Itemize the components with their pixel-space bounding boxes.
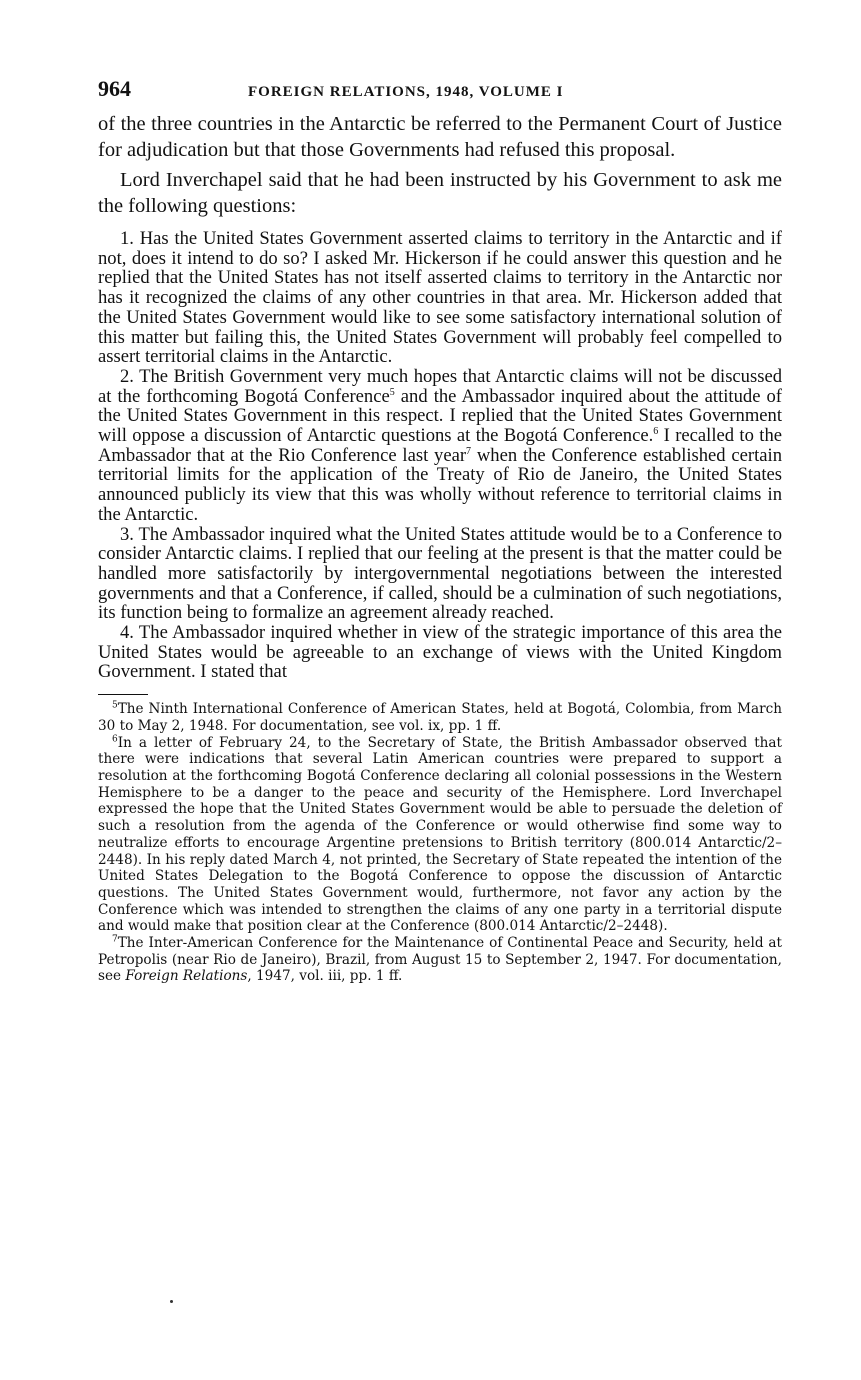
paragraph-continuation: of the three countries in the Antarctic be referred to the Permanent Court of Justice for adjudication but that those Governments had refused this proposal. — [98, 113, 782, 161]
page-number: 964 — [98, 76, 131, 101]
footnote-7-mark: 7 — [112, 934, 118, 945]
footnote-7-text-a: The Inter-American Conference for the Maintenance of Continental Peace and Security, held at Petropolis (near Rio de Janeiro), Brazil, from August 15 to September 2, 1947. For documentation, see — [98, 935, 782, 985]
question-3: 3. The Ambassador inquired what the United States attitude would be to a Conference to consider Antarctic claims. I replied that our feeling at the present is that the matter could be handled more satisfactorily by intergovernmental negotiations between the interested governments and that a Conference, if called, should be a culmination of such negotiations, its function being to formalize an agreement already reached. — [98, 523, 782, 624]
question-2-part-c: I recalled to the Ambassador that at the Rio Conference last year — [98, 425, 782, 466]
paragraph-inverchapel: Lord Inverchapel said that he had been instructed by his Government to ask me the following questions: — [98, 169, 782, 217]
question-1: 1. Has the United States Government asserted claims to territory in the Antarctic and if not, does it intend to do so? I asked Mr. Hickerson if he could answer this question and he replied that the United States has not itself asserted claims to territory in the Antarctic nor has it recognized the claims of any other countries in that area. Mr. Hickerson added that the United States Government would like to see some satisfactory international solution of this matter but failing this, the United States Government will probably feel compelled to assert territorial claims in the Antarctic. — [98, 228, 782, 368]
document-page — [98, 76, 782, 985]
page-header — [98, 76, 782, 112]
footnote-ref-7: 7 — [466, 445, 472, 457]
footnote-ref-5: 5 — [389, 386, 395, 398]
footnote-7 — [98, 935, 782, 985]
footnote-6 — [98, 735, 782, 935]
footnote-5 — [98, 701, 782, 734]
footnote-6-mark: 6 — [112, 734, 118, 745]
footnote-5-text: The Ninth International Conference of American States, held at Bogotá, Colombia, from March 30 to May 2, 1948. For documentation, see vol. ix, pp. 1 ff. — [98, 701, 782, 734]
footnote-7-italic-title: Foreign Relations — [125, 968, 248, 985]
footnote-7-text-b: , 1947, vol. iii, pp. 1 ff. — [247, 968, 403, 985]
footnote-ref-6: 6 — [653, 425, 659, 437]
question-2-part-a: 2. The British Government very much hopes that Antarctic claims will not be discussed at the forthcoming Bogotá Conference — [98, 365, 782, 407]
question-2 — [98, 367, 782, 525]
stray-mark — [170, 1300, 173, 1303]
footnote-6-text: In a letter of February 24, to the Secretary of State, the British Ambassador observed that there were indications that several Latin American countries were prepared to support a resolution at the forthcoming Bogotá Conference declaring all colonial possessions in the Western Hemisphere to be a danger to the peace and security of the Hemisphere. Lord Inverchapel expressed the hope that the United States Government would be able to persuade the deletion of such a resolution from the agenda of the Conference or would otherwise find some way to neutralize efforts to encourage Argentine pretensions to British territory (800.014 Antarctic/2–2448). In his reply dated March 4, not printed, the Secretary of State repeated the intention of the United States Delegation to the Bogotá Conference to oppose the discussion of Antarctic questions. The United States Government would, furthermore, not favor any action by the Conference which was intended to strengthen the claims of any one party in a territorial dispute and would make that position clear at the Conference (800.014 Antarctic/2–2448). — [98, 734, 782, 935]
question-4: 4. The Ambassador inquired whether in view of the strategic importance of this area the United States would be agreeable to an exchange of views with the United Kingdom Government. I stated that — [98, 622, 782, 683]
footnote-divider — [98, 694, 148, 695]
question-2-part-d: when the Conference established certain territorial limits for the application of the Treaty of Rio de Janeiro, the United States announced publicly its view that this was wholly without reference to territorial claims in the Antarctic. — [98, 444, 782, 525]
footnote-5-mark: 5 — [112, 700, 118, 711]
running-title: FOREIGN RELATIONS, 1948, VOLUME I — [248, 84, 564, 100]
question-2-part-b: and the Ambassador inquired about the attitude of the United States Government in this respect. I replied that the United States Government will oppose a discussion of Antarctic questions at the Bogotá Conference. — [98, 385, 783, 447]
